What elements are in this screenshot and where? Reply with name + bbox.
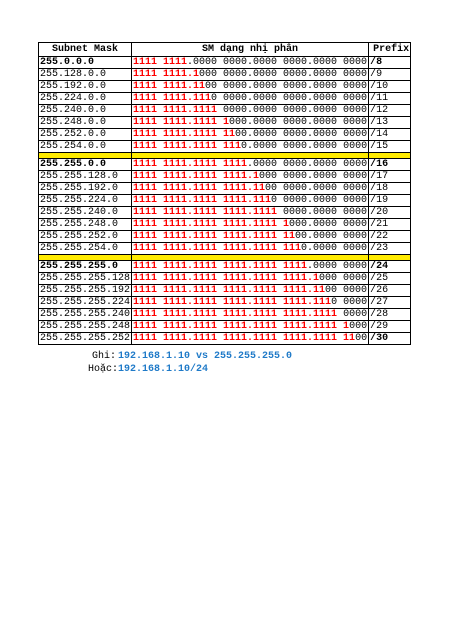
binary-cell [132,171,369,183]
table-row [39,129,411,141]
binary-cell [132,159,369,171]
binary-zeros: 000 0000 [319,273,368,284]
prefix-cell: /20 [369,207,411,219]
note-hoac-row [88,363,292,376]
mask-cell: 255.255.252.0 [39,231,132,243]
binary-zeros: .0000 0000 [307,261,368,272]
notes-block [88,350,292,376]
binary-zeros: .0000 0000.0000 0000 [247,159,368,170]
subnet-table-container [38,42,411,345]
binary-ones: 1111 1111.1111 1111.1111 1111 [133,261,308,272]
prefix-cell: /28 [369,309,411,321]
binary-cell [132,285,369,297]
binary-ones: 1111 1111.1111 1111.1111 1111.1 [133,273,320,284]
binary-ones: 1111 1111 [133,57,188,68]
mask-cell: 255.224.0.0 [39,93,132,105]
prefix-cell: /26 [369,285,411,297]
mask-cell: 255.255.255.192 [40,285,131,296]
table-row [39,171,411,183]
mask-cell: 255.248.0.0 [39,117,132,129]
mask-cell: 255.255.224.0 [39,195,132,207]
binary-zeros: 000.0000 0000 [289,219,368,230]
mask-cell: 255.255.255.252 [40,333,131,344]
table-row [39,183,411,195]
table-row [39,57,411,69]
binary-ones: 1111 1111.1111 1111.1111 1111.1111 [133,309,338,320]
mask-cell: 255.255.0.0 [39,159,132,171]
table-row [39,285,411,297]
binary-zeros: 0000 [337,309,368,320]
binary-zeros: 0.0000 0000 [301,243,368,254]
binary-ones: 1111 1111.1111 [133,105,218,116]
binary-zeros: 00.0000 0000.0000 0000 [235,129,368,140]
binary-cell [132,231,369,243]
binary-cell [132,297,369,309]
prefix-cell: /29 [369,321,411,333]
table-row [39,159,411,171]
prefix-cell: /21 [369,219,411,231]
table-row [39,297,411,309]
note-ghi-label: Ghi: [91,351,116,362]
prefix-cell: /9 [369,69,411,81]
binary-cell [132,321,369,333]
header-prefix: Prefix [369,43,411,57]
binary-cell [132,117,369,129]
table-body [39,57,411,345]
binary-ones: 1111 1111.111 [133,93,212,104]
binary-cell [132,219,369,231]
prefix-cell: /8 [369,57,411,69]
binary-ones: 1111 1111.1111 1111 [133,159,248,170]
table-row [39,309,411,321]
table-row [39,117,411,129]
binary-zeros: 00 0000.0000 0000.0000 0000 [205,81,368,92]
prefix-cell: /24 [369,261,411,273]
prefix-cell: /30 [369,333,411,345]
binary-cell [132,129,369,141]
binary-ones: 1111 1111.1111 1111.1111 111 [133,243,302,254]
binary-zeros: 0000.0000 0000.0000 0000 [217,105,368,116]
mask-cell: 255.255.255.240 [40,309,131,320]
binary-zeros: 000 [349,321,368,332]
binary-zeros: 0 0000 [331,297,368,308]
binary-ones: 1111 1111.1111 1111.1111 1111.1111 1 [133,321,350,332]
binary-zeros: 0 0000.0000 0000.0000 0000 [211,93,368,104]
note-hoac-value: 192.168.1.10/24 [118,364,209,375]
note-hoac-label: Hoặc: [88,364,119,375]
mask-cell: 255.240.0.0 [39,105,132,117]
table-row [39,243,411,255]
prefix-cell: /16 [369,159,411,171]
prefix-cell: /22 [369,231,411,243]
table-row [39,141,411,153]
subnet-mask-table [38,42,411,345]
binary-zeros: 00.0000 0000 [295,231,368,242]
binary-cell [132,195,369,207]
binary-ones: 1111 1111.1111 1111.1 [133,171,260,182]
binary-cell [132,243,369,255]
mask-cell: 255.255.255.128 [40,273,131,284]
prefix-cell: /13 [369,117,411,129]
binary-zeros: 0 0000.0000 0000 [271,195,368,206]
mask-cell: 255.252.0.0 [39,129,132,141]
mask-cell: 255.255.255.0 [39,261,132,273]
note-ghi-row [88,350,292,363]
table-row [39,81,411,93]
table-row [39,333,411,345]
binary-zeros: 00 0000 [325,285,368,296]
binary-ones: 1111 1111.1111 1111.11 [133,183,266,194]
header-subnet-mask: Subnet Mask [39,43,132,57]
binary-zeros: 000 0000.0000 0000.0000 0000 [199,69,368,80]
mask-cell: 255.255.254.0 [39,243,132,255]
mask-cell: 255.192.0.0 [39,81,132,93]
table-row [39,93,411,105]
binary-zeros: 000.0000 0000.0000 0000 [229,117,368,128]
binary-ones: 1111 1111.11 [133,81,206,92]
binary-cell [132,93,369,105]
table-row [39,207,411,219]
binary-ones: 1111 1111.1111 1111.1111 11 [133,231,296,242]
binary-ones: 1111 1111.1 [133,69,200,80]
mask-cell: 255.255.248.0 [39,219,132,231]
table-row [39,105,411,117]
binary-ones: 1111 1111.1111 1111.1111 1111.11 [133,285,326,296]
table-row [39,219,411,231]
note-ghi-value: 192.168.1.10 vs 255.255.255.0 [118,351,293,362]
prefix-cell: /10 [369,81,411,93]
prefix-cell: /17 [369,171,411,183]
binary-ones: 1111 1111.1111 11 [133,129,236,140]
mask-cell: 255.255.240.0 [39,207,132,219]
table-row [39,231,411,243]
mask-cell: 255.255.192.0 [39,183,132,195]
binary-cell [132,141,369,153]
binary-zeros: 00 0000.0000 0000 [265,183,368,194]
prefix-cell: /27 [369,297,411,309]
prefix-cell: /15 [369,141,411,153]
prefix-cell: /11 [369,93,411,105]
mask-cell: 255.128.0.0 [39,69,132,81]
mask-cell: 255.255.255.224 [40,297,131,308]
binary-cell [132,81,369,93]
binary-cell [132,69,369,81]
binary-ones: 1111 1111.1111 1111.1111 1111.1111 11 [133,333,356,344]
binary-cell [132,57,369,69]
table-row [39,273,411,285]
binary-zeros: 000 0000.0000 0000 [259,171,368,182]
binary-zeros: 0000.0000 0000 [277,207,368,218]
header-binary: SM dạng nhị phân [132,43,369,57]
prefix-cell: /23 [369,243,411,255]
table-row [39,195,411,207]
prefix-cell: /14 [369,129,411,141]
table-row [39,321,411,333]
table-row [39,261,411,273]
prefix-cell: /12 [369,105,411,117]
binary-cell [132,309,369,321]
binary-cell [132,261,369,273]
mask-cell: 255.255.128.0 [39,171,132,183]
binary-ones: 1111 1111.1111 1111.111 [133,195,272,206]
mask-cell: 255.254.0.0 [39,141,132,153]
mask-cell: 255.255.255.248 [40,321,131,332]
binary-cell [132,105,369,117]
prefix-cell: /25 [369,273,411,285]
binary-ones: 1111 1111.1111 1111.1111 1 [133,219,290,230]
prefix-cell: /18 [369,183,411,195]
table-header-row [39,43,411,57]
binary-ones: 1111 1111.1111 1111.1111 1111.111 [133,297,332,308]
binary-ones: 1111 1111.1111 111 [133,141,242,152]
binary-zeros: .0000 0000.0000 0000.0000 0000 [187,57,368,68]
mask-cell: 255.0.0.0 [39,57,132,69]
table-row [39,69,411,81]
binary-cell [132,333,369,345]
binary-ones: 1111 1111.1111 1111.1111 [133,207,278,218]
binary-cell [132,207,369,219]
binary-zeros: 00 [355,333,368,344]
binary-cell [132,273,369,285]
binary-ones: 1111 1111.1111 1 [133,117,230,128]
binary-zeros: 0.0000 0000.0000 0000 [241,141,368,152]
binary-cell [132,183,369,195]
prefix-cell: /19 [369,195,411,207]
